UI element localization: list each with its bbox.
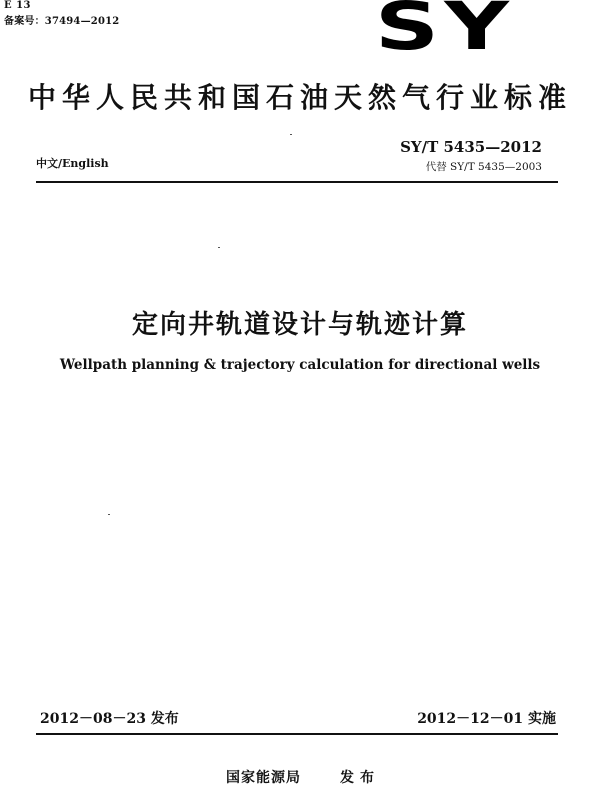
top-divider <box>36 181 558 183</box>
document-title-chinese: 定向井轨道设计与轨迹计算 <box>131 310 468 340</box>
scan-speck <box>290 134 292 135</box>
ccs-code: E 13 <box>4 0 32 11</box>
scan-speck <box>218 247 220 248</box>
issue-date: 2012－08－23 发布 <box>40 711 179 727</box>
industry-standard-heading: 中华人民共和国石油天然气行业标准 <box>27 81 572 114</box>
implementation-date: 2012－12－01 实施 <box>417 711 556 727</box>
language-label: 中文/English <box>36 157 109 170</box>
sy-logo: SY <box>374 0 514 65</box>
record-number: 备案号：37494—2012 <box>4 16 120 27</box>
publisher: 国家能源局 <box>226 770 301 786</box>
standard-number: SY/T 5435—2012 <box>400 138 542 156</box>
document-title-english: Wellpath planning & trajectory calculation for directional wells <box>59 357 541 373</box>
replaces-standard: 代替 SY/T 5435—2003 <box>425 161 542 173</box>
scan-speck <box>108 514 110 515</box>
bottom-divider <box>36 733 558 735</box>
publish-action: 发布 <box>340 770 380 786</box>
